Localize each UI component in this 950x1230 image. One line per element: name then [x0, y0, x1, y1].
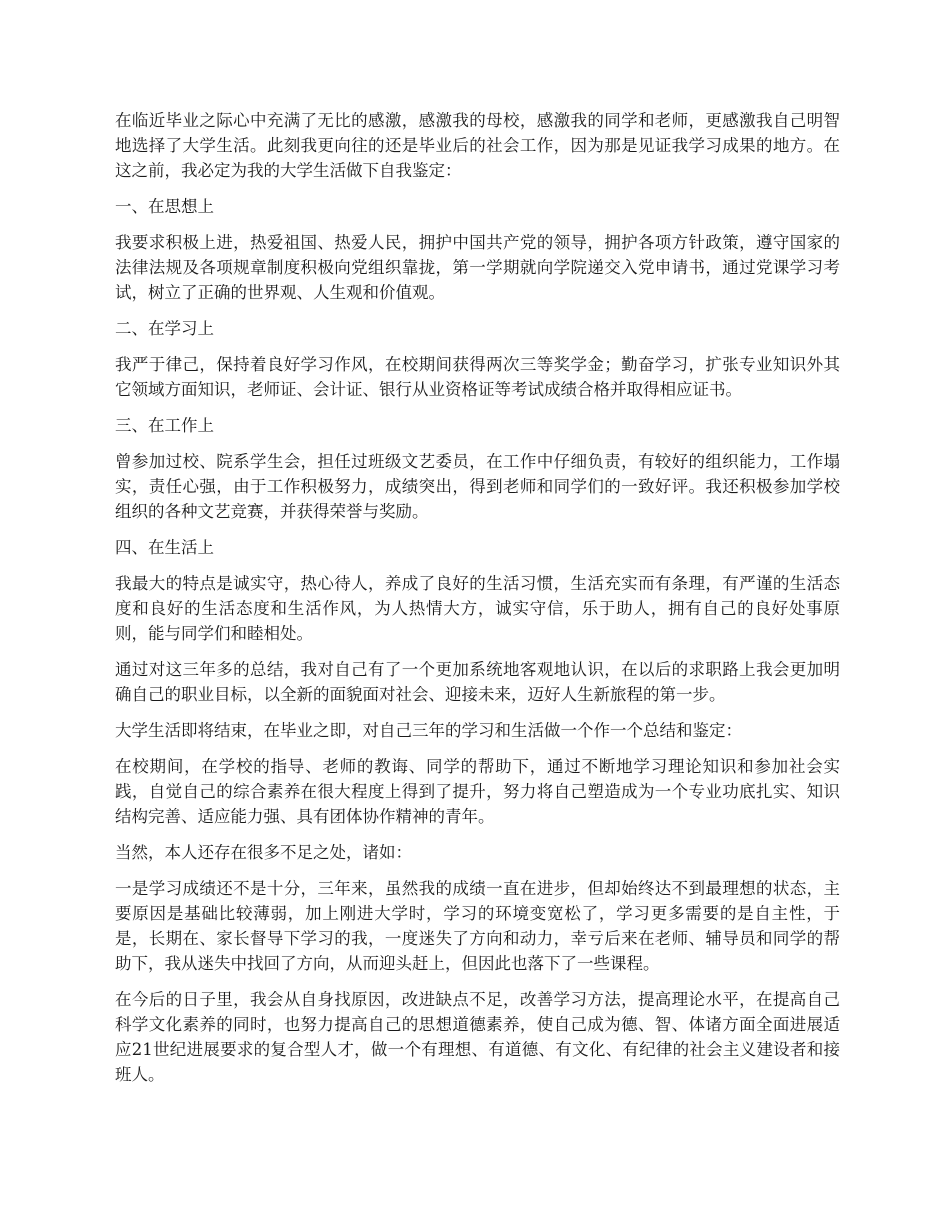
- closing-intro-paragraph: 大学生活即将结束，在毕业之即，对自己三年的学习和生活做一个作一个总结和鉴定：: [115, 721, 742, 740]
- summary-paragraph: 通过对这三年多的总结，我对自己有了一个更加系统地客观地认识，在以后的求职路上我会更加明确自己的职业目标，以全新的面貌面对社会、迎接未来，迈好人生新旅程的第一步。: [115, 660, 840, 704]
- section-heading-work: 三、在工作上: [115, 416, 214, 435]
- section-heading-thought: 一、在思想上: [115, 197, 214, 216]
- shortcomings-intro-paragraph: 当然，本人还存在很多不足之处，诸如：: [115, 843, 412, 862]
- future-paragraph: 在今后的日子里，我会从自身找原因，改进缺点不足，改善学习方法，提高理论水平，在提高自己科学文化素养的同时，也努力提高自己的思想道德素养，使自己成为德、智、体诸方面全面进展适应21世纪进展要求的复合型人才，做一个有理想、有道德、有文化、有纪律的社会主义建设者和接班人。: [115, 990, 840, 1084]
- section-body-thought: 我要求积极上进，热爱祖国、热爱人民，拥护中国共产党的领导，拥护各项方针政策，遵守国家的法律法规及各项规章制度积极向党组织靠拢，第一学期就向学院递交入党申请书，通过党课学习考试，树立了正确的世界观、人生观和价值观。: [115, 233, 840, 302]
- section-heading-life: 四、在生活上: [115, 538, 214, 557]
- intro-paragraph: 在临近毕业之际心中充满了无比的感激，感激我的母校，感激我的同学和老师，更感激我自己明智地选择了大学生活。此刻我更向往的还是毕业后的社会工作，因为那是见证我学习成果的地方。在这之前，我必定为我的大学生活做下自我鉴定：: [115, 111, 840, 180]
- section-body-study: 我严于律己，保持着良好学习作风，在校期间获得两次三等奖学金；勤奋学习，扩张专业知识外其它领域方面知识，老师证、会计证、银行从业资格证等考试成绩合格并取得相应证书。: [115, 355, 840, 399]
- shortcomings-paragraph: 一是学习成绩还不是十分，三年来，虽然我的成绩一直在进步，但却始终达不到最理想的状态，主要原因是基础比较薄弱，加上刚进大学时，学习的环境变宽松了，学习更多需要的是自主性，于是，长期在、家长督导下学习的我，一度迷失了方向和动力，幸亏后来在老师、辅导员和同学的帮助下，我从迷失中找回了方向，从而迎头赶上，但因此也落下了一些课程。: [115, 879, 840, 973]
- document-body: [115, 108, 840, 1098]
- section-heading-study: 二、在学习上: [115, 319, 214, 338]
- section-body-life: 我最大的特点是诚实守，热心待人，养成了良好的生活习惯，生活充实而有条理，有严谨的生活态度和良好的生活态度和生活作风，为人热情大方，诚实守信，乐于助人，拥有自己的良好处事原则，能与同学们和睦相处。: [115, 574, 840, 643]
- section-body-work: 曾参加过校、院系学生会，担任过班级文艺委员，在工作中仔细负责，有较好的组织能力，工作塌实，责任心强，由于工作积极努力，成绩突出，得到老师和同学们的一致好评。我还积极参加学校组织的各种文艺竞赛，并获得荣誉与奖励。: [115, 452, 840, 521]
- campus-paragraph: 在校期间，在学校的指导、老师的教诲、同学的帮助下，通过不断地学习理论知识和参加社会实践，自觉自己的综合素养在很大程度上得到了提升，努力将自己塑造成为一个专业功底扎实、知识结构完善、适应能力强、具有团体协作精神的青年。: [115, 757, 840, 826]
